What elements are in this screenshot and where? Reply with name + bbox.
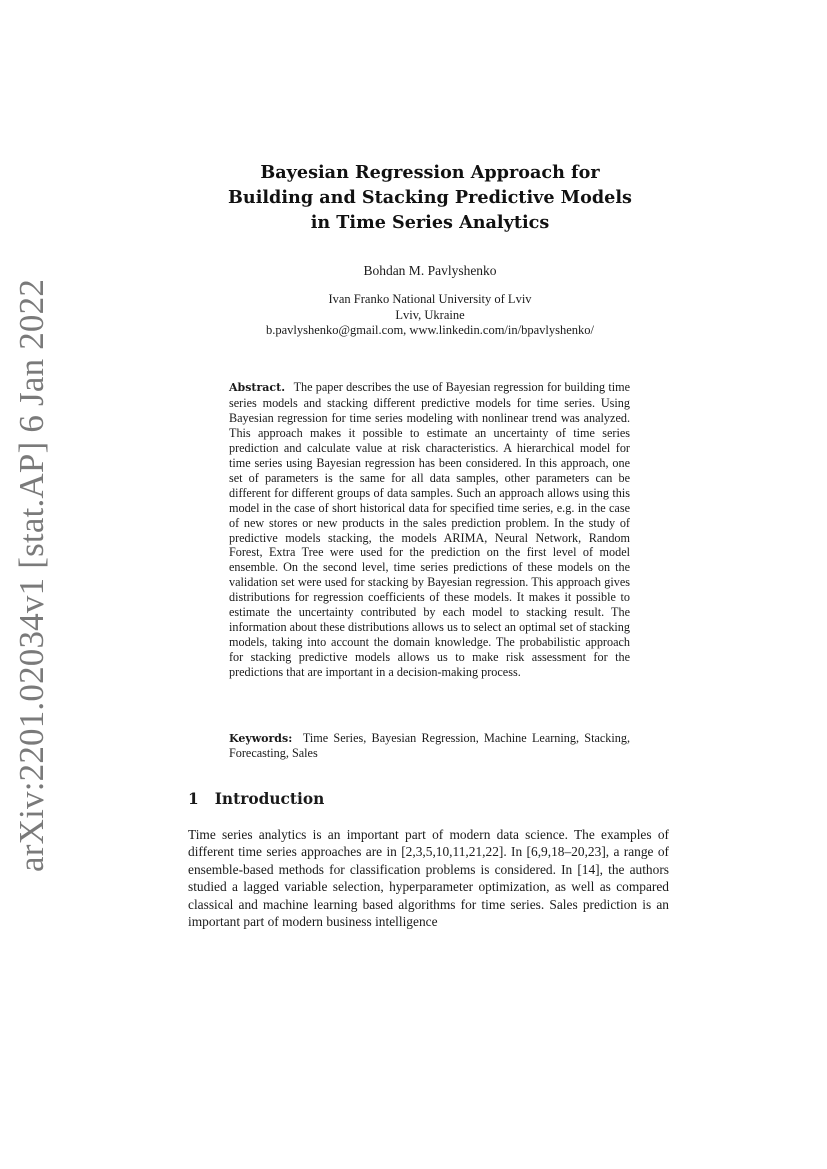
affiliation-institution: Ivan Franko National University of Lviv bbox=[328, 292, 532, 306]
author-name: Bohdan M. Pavlyshenko bbox=[363, 263, 497, 278]
abstract-label: Abstract. bbox=[229, 381, 291, 394]
affiliation-contact: b.pavlyshenko@gmail.com, www.linkedin.com/in/bpavlyshenko/ bbox=[265, 323, 594, 338]
section-number: 1 bbox=[188, 790, 199, 808]
title-line-3: in Time Series Analytics bbox=[310, 212, 550, 233]
intro-paragraph: Time series analytics is an important part of modern data science. The examples of different time series approaches are in [2,3,5,10,11,21,22]. In [6,9,18–20,23], a range of ensemble-based methods for classification problems is considered. In [14], the authors studied a lagged variable selection, hyperparameter optimization, as well as compared classical and machine learning based algorithms for time series. Sales prediction is an important part of modern business intelligence bbox=[188, 827, 669, 930]
introduction-body bbox=[188, 826, 669, 930]
keywords-block bbox=[229, 731, 630, 761]
paper-title bbox=[190, 160, 670, 235]
keywords-text: Time Series, Bayesian Regression, Machine Learning, Stacking, Forecasting, Sales bbox=[229, 731, 630, 760]
arxiv-identifier-stamp: arXiv:2201.02034v1 [stat.AP] 6 Jan 2022 bbox=[12, 278, 51, 872]
abstract-text: The paper describes the use of Bayesian regression for building time series models and stacking different predictive models for time series. Using Bayesian regression for time series modeling with nonlinear trend was analyzed. This approach makes it possible to estimate an uncertainty of time series prediction and calculate value at risk characteristics. A hierarchical model for time series using Bayesian regression has been considered. In this approach, one set of parameters is the same for all data samples, other parameters can be different for different groups of data samples. Such an approach allows using this model in the case of short historical data for specified time series, e.g. in the case of new stores or new products in the sales prediction problem. In the study of predictive models stacking, the models ARIMA, Neural Network, Random Forest, Extra Tree were used for the prediction on the first level of model ensemble. On the second level, time series predictions of these models on the validation set were used for stacking by Bayesian regression. This approach gives distributions for regression coefficients of these models. It makes it possible to estimate the uncertainty contributed by each model to stacking result. The information about these distributions allows us to select an optimal set of stacking models, taking into account the domain knowledge. The probabilistic approach for stacking predictive models allows us to make risk assessment for the predictions that are important in a decision-making process. bbox=[229, 380, 630, 680]
title-line-1: Bayesian Regression Approach for bbox=[260, 162, 600, 183]
affiliation-location: Lviv, Ukraine bbox=[395, 307, 465, 322]
abstract-block bbox=[229, 380, 630, 680]
title-line-2: Building and Stacking Predictive Models bbox=[228, 187, 632, 208]
section-heading-introduction bbox=[188, 790, 324, 808]
affiliation-block bbox=[190, 292, 670, 339]
keywords-label: Keywords: bbox=[229, 732, 298, 745]
section-title: Introduction bbox=[214, 790, 325, 808]
